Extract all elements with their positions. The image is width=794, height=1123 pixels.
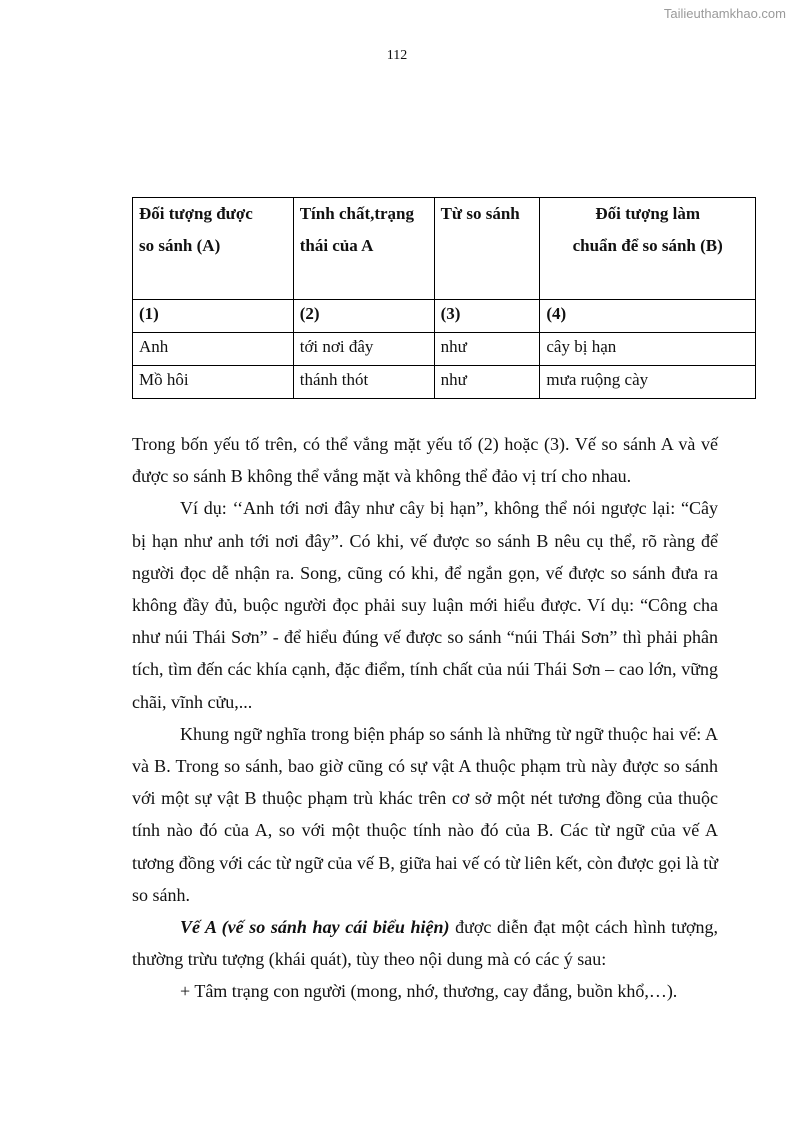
table-number-row	[133, 300, 756, 333]
header-cell	[540, 198, 756, 300]
table-cell: như	[434, 366, 540, 399]
header-line: Đối tượng làm	[595, 204, 700, 223]
paragraph: Trong bốn yếu tố trên, có thể vắng mặt yếu tố (2) hoặc (3). Vế so sánh A và vế được so sánh B không thể vắng mặt và không thể đảo vị trí cho nhau.	[132, 434, 718, 487]
table-row	[133, 366, 756, 399]
table-cell: (2)	[293, 300, 434, 333]
paragraph	[132, 911, 718, 975]
table-cell: như	[434, 333, 540, 366]
table-cell: Mồ hôi	[133, 366, 294, 399]
paragraph: Ví dụ: ‘‘Anh tới nơi đây như cây bị hạn”, không thể nói ngược lại: “Cây bị hạn như anh tới nơi đây”. Có khi, vế được so sánh B nêu cụ thể, rõ ràng để người đọc dễ nhận ra. Song, cũng có khi, để ngắn gọn, vế được so sánh đưa ra không đầy đủ, buộc người đọc phải suy luận mới hiểu được. Ví dụ: “Công cha như núi Thái Sơn” - để hiểu đúng vế được so sánh “núi Thái Sơn” thì phải phân tích, tìm đến các khía cạnh, đặc điểm, tính chất của núi Thái Sơn – cao lớn, vững chãi, vĩnh cửu,...	[132, 498, 718, 712]
table-row	[133, 333, 756, 366]
header-line: Tính chất,trạng	[299, 204, 415, 223]
table-cell: Anh	[133, 333, 294, 366]
header-cell	[133, 198, 294, 300]
table-cell: mưa ruộng cày	[540, 366, 756, 399]
watermark: Tailieuthamkhao.com	[663, 6, 786, 21]
page-number: 112	[386, 48, 408, 63]
header-cell	[434, 198, 540, 300]
paragraph-text: được diễn đạt một cách hình tượng, thường trừu tượng (khái quát), tùy theo nội dung mà có các ý sau:	[132, 917, 718, 970]
table-cell: (4)	[540, 300, 756, 333]
header-line: Đối tượng được	[139, 204, 253, 223]
table-cell: (3)	[434, 300, 540, 333]
table-cell: cây bị hạn	[540, 333, 756, 366]
table-header-row	[133, 198, 756, 300]
header-line: so sánh (A)	[139, 236, 221, 255]
paragraph: Khung ngữ nghĩa trong biện pháp so sánh là những từ ngữ thuộc hai vế: A và B. Trong so sánh, bao giờ cũng có sự vật A thuộc phạm trù này được so sánh với một sự vật B thuộc phạm trù khác trên cơ sở một nét tương đồng của thuộc tính nào đó của A, so với một thuộc tính nào đó của B. Các từ ngữ của vế A tương đồng với các từ ngữ của vế B, giữa hai vế có từ liên kết, còn được gọi là từ so sánh.	[132, 723, 718, 905]
table-cell: (1)	[133, 300, 294, 333]
comparison-table	[132, 197, 756, 399]
emphasis-term: Vế A (vế so sánh hay cái biểu hiện)	[180, 917, 450, 938]
header-line: Từ so sánh	[440, 204, 520, 223]
header-cell	[293, 198, 434, 300]
table-cell: tới nơi đây	[293, 333, 434, 366]
header-line: chuẩn để so sánh (B)	[572, 236, 723, 255]
list-item: + Tâm trạng con người (mong, nhớ, thương, cay đắng, buồn khổ,…).	[180, 981, 678, 1002]
table-cell: thánh thót	[293, 366, 434, 399]
header-line: thái của A	[299, 236, 374, 255]
body-text	[132, 428, 718, 1008]
